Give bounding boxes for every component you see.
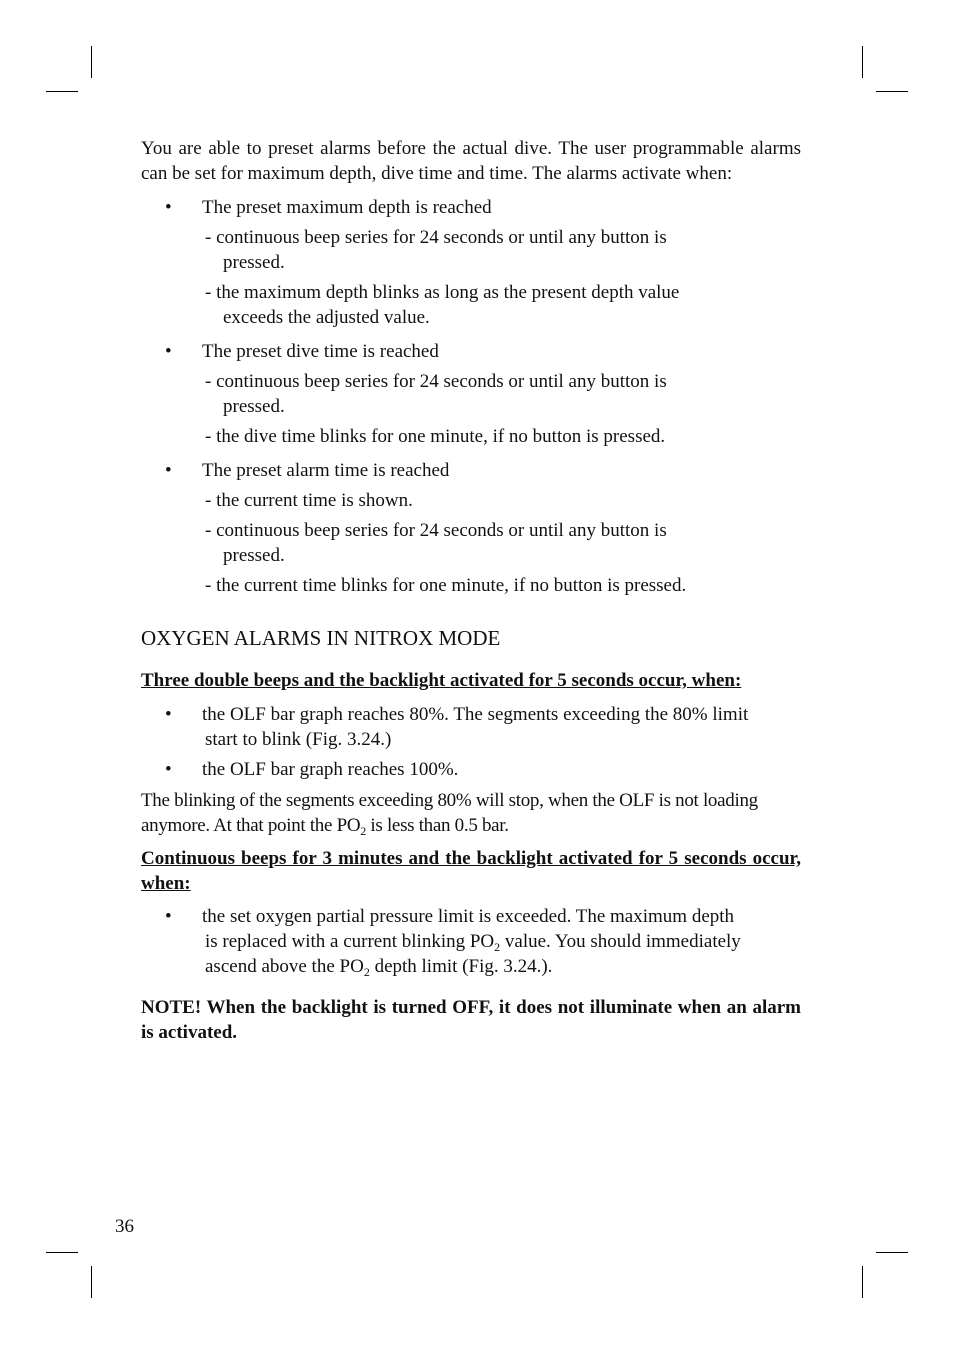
crop-mark xyxy=(876,91,908,92)
section-heading: OXYGEN ALARMS IN NITROX MODE xyxy=(141,626,501,650)
intro-paragraph: You are able to preset alarms before the actual dive. The user programmable alarms can be set for maximum depth, dive time and time. The alarms activate when: xyxy=(141,138,801,184)
crop-mark xyxy=(862,1266,863,1298)
crop-mark xyxy=(876,1252,908,1253)
list-item xyxy=(141,195,801,220)
crop-mark xyxy=(46,1252,78,1253)
alarm-title: The preset maximum depth is reached xyxy=(202,197,492,218)
crop-mark xyxy=(862,46,863,78)
bullet-icon: • xyxy=(165,341,172,362)
list-item: • the OLF bar graph reaches 100%. xyxy=(165,759,459,780)
list-item: - continuous beep series for 24 seconds or until any button is pressed. xyxy=(205,520,667,566)
crop-mark xyxy=(46,91,78,92)
bullet-icon: • xyxy=(165,906,172,927)
list-item: - continuous beep series for 24 seconds or until any button is pressed. xyxy=(205,371,667,417)
crop-mark xyxy=(91,1266,92,1298)
list-item xyxy=(141,458,801,483)
bullet-icon: • xyxy=(165,460,172,481)
list-item: • the set oxygen partial pressure limit is exceeded. The maximum depth is replaced with a current blinking $PO_2$ value. You should immediately ascend above the $PO_2$ depth limit (Fig. 3.24.). xyxy=(165,906,741,979)
crop-mark xyxy=(91,46,92,78)
bullet-icon: • xyxy=(165,704,172,725)
page-content xyxy=(141,136,801,1045)
bullet-icon: • xyxy=(165,197,172,218)
blinking-paragraph: The blinking of the segments exceeding 80% will stop, when the OLF is not loading anymore. At that point the $PO_2$ is less than 0.5 bar. xyxy=(141,790,758,838)
continuous-heading: Continuous beeps for 3 minutes and the backlight activated for 5 seconds occur, when: xyxy=(141,848,801,894)
list-item xyxy=(141,339,801,364)
double-beeps-heading: Three double beeps and the backlight activated for 5 seconds occur, when: xyxy=(141,670,742,691)
alarm-title: The preset alarm time is reached xyxy=(202,460,450,481)
note-paragraph: NOTE! When the backlight is turned OFF, it does not illuminate when an alarm is activated. xyxy=(141,997,801,1043)
page-number: 36 xyxy=(115,1216,134,1237)
list-item: - the dive time blinks for one minute, if no button is pressed. xyxy=(205,426,666,447)
list-item: - the maximum depth blinks as long as the present depth value exceeds the adjusted value. xyxy=(205,282,680,328)
list-item: - continuous beep series for 24 seconds or until any button is pressed. xyxy=(205,227,667,273)
alarm-title: The preset dive time is reached xyxy=(202,341,439,362)
list-item: - the current time is shown. xyxy=(205,490,413,511)
bullet-icon: • xyxy=(165,759,172,780)
list-item: • the OLF bar graph reaches 80%. The segments exceeding the 80% limit start to blink (Fig. 3.24.) xyxy=(165,704,749,750)
list-item: - the current time blinks for one minute, if no button is pressed. xyxy=(205,575,687,596)
